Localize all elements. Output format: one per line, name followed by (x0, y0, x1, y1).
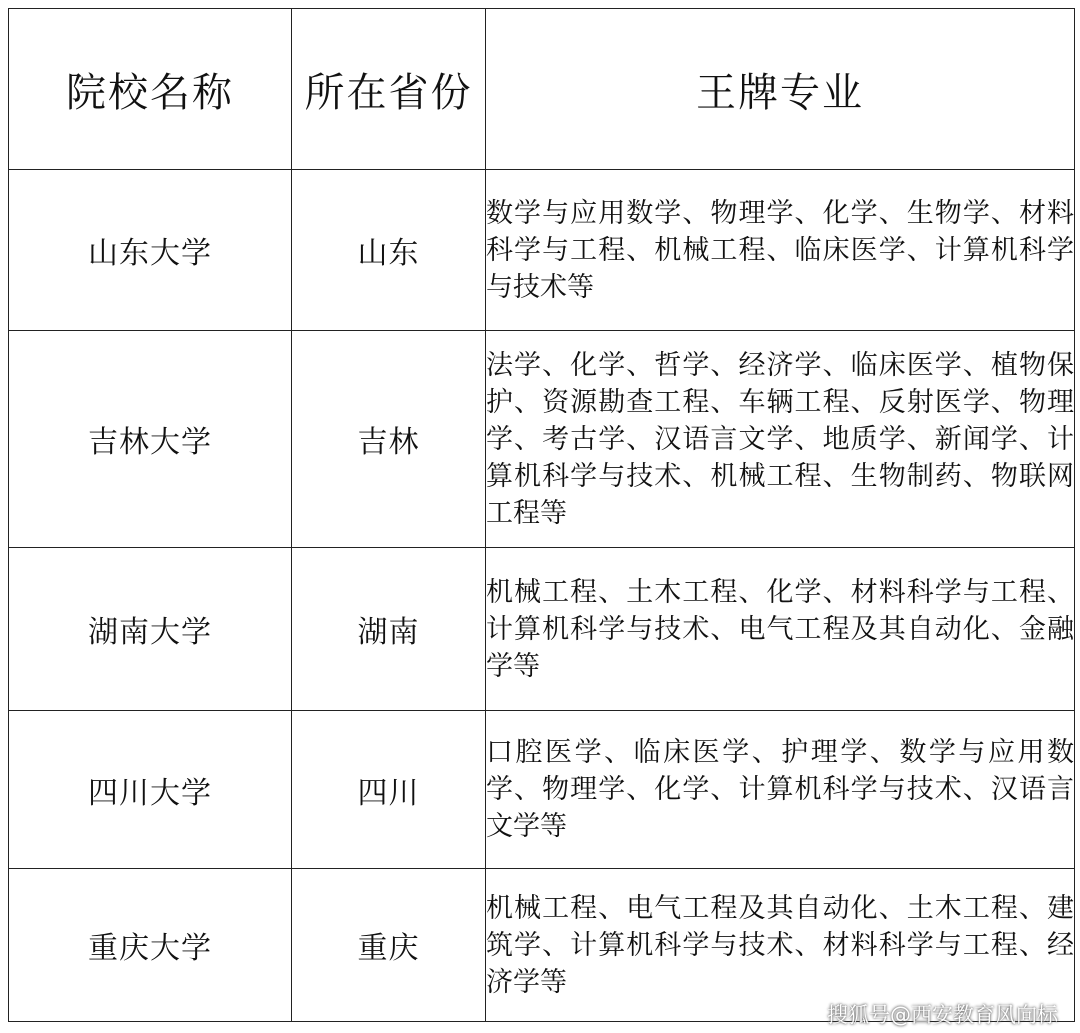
majors-cell: 机械工程、土木工程、化学、材料科学与工程、计算机科学与技术、电气工程及其自动化、金融学等 (486, 548, 1075, 711)
table-row (9, 548, 1075, 711)
table-row (9, 711, 1075, 869)
province-cell: 吉林 (292, 331, 486, 548)
table-header-row (9, 9, 1075, 170)
header-majors: 王牌专业 (486, 9, 1075, 170)
university-name-cell: 山东大学 (9, 170, 292, 331)
table-row (9, 331, 1075, 548)
province-cell: 四川 (292, 711, 486, 869)
majors-cell: 机械工程、电气工程及其自动化、土木工程、建筑学、计算机科学与技术、材料科学与工程、经济学等 (486, 869, 1075, 1022)
university-name-cell: 吉林大学 (9, 331, 292, 548)
university-name-cell: 重庆大学 (9, 869, 292, 1022)
majors-cell: 口腔医学、临床医学、护理学、数学与应用数学、物理学、化学、计算机科学与技术、汉语言文学等 (486, 711, 1075, 869)
universities-table (8, 8, 1075, 1022)
majors-cell: 法学、化学、哲学、经济学、临床医学、植物保护、资源勘查工程、车辆工程、反射医学、物理学、考古学、汉语言文学、地质学、新闻学、计算机科学与技术、机械工程、生物制药、物联网工程等 (486, 331, 1075, 548)
university-name-cell: 四川大学 (9, 711, 292, 869)
province-cell: 湖南 (292, 548, 486, 711)
header-province: 所在省份 (292, 9, 486, 170)
province-cell: 重庆 (292, 869, 486, 1022)
source-watermark: 搜狐号@西安教育风向标 (827, 1003, 1058, 1027)
province-cell: 山东 (292, 170, 486, 331)
university-name-cell: 湖南大学 (9, 548, 292, 711)
table-row (9, 170, 1075, 331)
majors-cell: 数学与应用数学、物理学、化学、生物学、材料科学与工程、机械工程、临床医学、计算机科学与技术等 (486, 170, 1075, 331)
header-university-name: 院校名称 (9, 9, 292, 170)
